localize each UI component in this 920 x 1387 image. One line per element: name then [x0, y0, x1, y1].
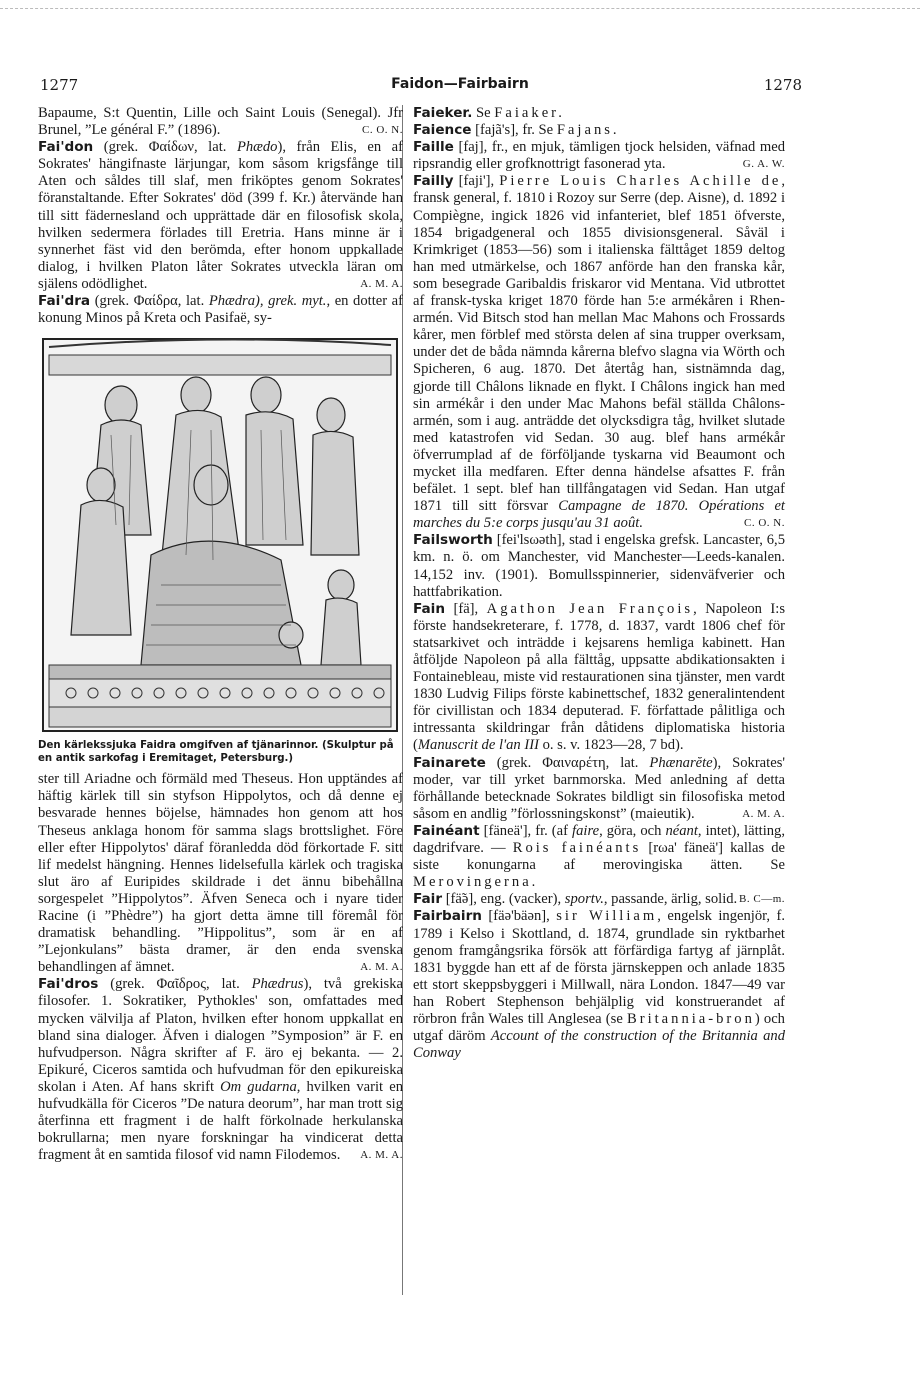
running-title: Faidon—Fairbairn	[391, 76, 529, 92]
sarcophagus-figure	[38, 335, 403, 765]
figure-caption: Den kärlekssjuka Faidra omgifven af tjänarinnor. (Skulptur på en antik sarkofag i Eremitaget, Petersburg.)	[38, 740, 394, 765]
signature: C. O. N.	[362, 124, 403, 137]
signature: A. M. A.	[742, 807, 785, 820]
headword: Fairbairn	[413, 908, 482, 925]
entry-failly: Failly [faji'], Pierre Louis Charles Achille de, fransk general, f. 1810 i Rozoy sur Serre (dep. Aisne), d. 1892 i Compiègne, ingick 1826 vid infanteriet, blef 1851 öfverste, 1854 brigadgeneral och 1855 divisionsgeneral. Såväl i Krimkriget (1853—56) som i italienska fälttåget 1859 deltog han med utmärkelse, och 1867 anförde han den franska kår, som besegrade Garibaldis friskaror vid Mentana. Vid utbrottet af fransk-tyska kriget 1870 förde han 5:e armékåren i Rhen-armén. Vid Bitsch stod han mellan Mac Mahons och Frossards kårer, men förblef med största delen af sina trupper overksam, under det de båda nämnda kårerna blefvo slagna via Wörth och Spicheren, 6 aug. 1870. Det återtåg han, sistnämnda dag, gjorde till Châlons liknade en flykt. I Châlons ingick han med sin armékår i den under Mac Mahons befäl ställda Châlons-armén, som i aug. anträdde det olycksdigra tåg, hvilket slutade med katastrofen vid Sedan. 30 aug. blef hans armékår öfverrumplad af de förföljande tyskarna vid Beaumont och mycket illa medfaren. Efter denna händelse afsattes F. från befälet. 1 sept. blef han tillfångatagen vid Sedan. Han utgaf 1871 till sitt försvar Campagne de 1870. Opérations et marches du 5:e corps jusqu'au 31 août. C. O. N.	[413, 173, 786, 532]
entry-faidon: Fai'don (grek. Φαίδων, lat. Phædo), från Elis, en af Sokrates' hängifnaste lärjungar, kom såsom krigsfånge till Aten och såldes till slaf, men friköptes genom Sokrates' föranstaltande. Efter Sokrates' död (399 f. Kr.) återvände han till sitt fädernesland och upprättade där en filosofisk skola, hvilken sedermera förlades till Eretria. Hans minne är i synnerhet fäst vid den berömda, efter honom uppkallade dialog, i hvilken Platon låter Sokrates utveckla läran om själens odödlighet. A. M. A.	[38, 139, 403, 292]
entry-continuation: Bapaume, S:t Quentin, Lille och Saint Louis (Senegal). Jfr Brunel, ”Le général F.” (1896). C. O. N.	[38, 105, 403, 139]
entry-faidros: Fai'dros (grek. Φαῖδρος, lat. Phædrus), två grekiska filosofer. 1. Sokratiker, Pythokles' son, omfattades med mycken välvilja af Platon, hvilken efter honom uppkallat en bland sina dialoger. Äfven i dialogen ”Symposion” är F. en hufvudperson. Några skrifter af F. äro ej bekanta. — 2. Epikuré, Ciceros samtida och hufvudman för den epikureiska skolan i Aten. Af hans skrift Om gudarna, hvilken varit en hufvudkälla för Ciceros ”De natura deorum”, har man trott sig återfinna ett fragment i de halft förkolnade herkulanska bokrullarna; men nyare forskningar ha vindicerat detta fragment åt en samtida filosof vid namn Filodemos. A. M. A.	[38, 976, 403, 1164]
signature: G. A. W.	[742, 158, 785, 171]
headword: Faille	[413, 139, 454, 156]
page-header	[0, 0, 920, 100]
headword: Failly	[413, 173, 454, 190]
entry-fairbairn: Fairbairn [fäə'bäən], sir William, engelsk ingenjör, f. 1789 i Kelso i Skottland, d. 1874, grundlade sin ryktbarhet genom framgångsrika försök att förfärdiga fartyg af järnplåt. 1831 byggde han ett af de första järnskeppen och anlade 1835 ett stort skeppsbyggeri i Millwall, nära London. 1847—49 var han Robert Stephenson behjälplig vid konstruerandet af rörbron från Wales till Anglesea (se Britannia-bron) och utgaf däröm Account of the construction of the Britannia and Conway	[413, 908, 785, 1062]
term: Rois fainéants	[512, 840, 642, 857]
entry-faille: Faille [faj], fr., en mjuk, tämligen tjock helsiden, väfnad med ripsrandig eller grofknottrigt fasonerad yta. G. A. W.	[413, 139, 785, 173]
headword: Fair	[413, 891, 443, 908]
headword: Failsworth	[413, 532, 493, 549]
signature: A. M. A.	[360, 1149, 403, 1162]
cross-reference: Faiaker.	[494, 105, 565, 121]
signature: B. C—m.	[739, 893, 785, 906]
person-name: sir William	[556, 908, 658, 925]
page-number-right: 1278	[763, 76, 802, 94]
person-name: Pierre Louis Charles Achille de	[499, 173, 782, 190]
entry-faineant: Fainéant [fäneä'], fr. (af faire, göra, och néant, intet), lätting, dagdrifvare. — Rois fainéants [rωa' fäneä'] kallas de siste konungarna af merovingiska ätten. Se Merovingerna.	[413, 822, 786, 891]
headword: Fai'don	[38, 139, 94, 156]
headword: Fainéant	[413, 822, 480, 839]
entry-faience: Faience [fajã's], fr. Se Fajans.	[413, 122, 620, 139]
headword: Fai'dros	[38, 976, 99, 993]
entry-fain: Fain [fä], Agathon Jean François, Napoleon I:s förste handsekreterare, f. 1778, d. 1837, vardt 1806 chef för statsarkivet och inträdde i kejsarens hemliga kabinett. Han åtföljde Napoleon på alla fälttåg, uppsatte abdikationsakten i Fontainebleau, miste vid restaurationen sina tjänster, men vardt 1830 Ludvig Filips förste kabinettschef, 1832 generalintendent för civillistan och 1834 deputerad. F. författade pålitliga och intressanta skildringar från dåtidens diplomatiska historia (Manuscrit de l'an III o. s. v. 1823—28, 7 bd).	[413, 600, 786, 754]
entry-fair: Fair [fä̃ə], eng. (vacker), sportv., passande, ärlig, solid. B. C—m.	[413, 891, 785, 908]
left-column	[38, 105, 403, 1164]
signature: C. O. N.	[744, 517, 785, 530]
right-column	[413, 105, 785, 1062]
entry-faidra: Fai'dra (grek. Φαίδρα, lat. Phædra), grek. myt., en dotter af konung Minos på Kreta och Pasifaë, sy-	[38, 293, 404, 327]
entry-failsworth: Failsworth [fei'lsωəth], stad i engelska grefsk. Lancaster, 6,5 km. n. ö. om Manchester, vid Manchester—Leeds-kanalen. 14,152 inv. (1901). Bomullsspinnerier, sidenväfverier och hattfabrikation.	[413, 532, 785, 600]
signature: A. M. A.	[360, 961, 403, 974]
entry-fainarete: Fainarete (grek. Φαιναρέτη, lat. Phænarĕte), Sokrates' moder, var till yrket barnmorska. Med anledning af detta förhållande betecknade Sokrates bildligt sin filosofiska metod såsom en andlig ”förlossningskonst” (maieutik). A. M. A.	[413, 754, 785, 822]
headword: Fainarete	[413, 754, 486, 771]
headword: Faieker.	[413, 105, 473, 121]
page-number-left: 1277	[40, 76, 79, 94]
headword: Fain	[413, 600, 445, 617]
headword: Fai'dra	[38, 293, 91, 310]
cross-reference: Britannia-bron	[626, 1010, 755, 1027]
sarcophagus-relief-illustration	[41, 335, 399, 735]
cross-reference: Fajans.	[556, 122, 620, 139]
entry-faieker: Faieker. Se Faiaker.	[413, 105, 565, 121]
cross-reference: Merovingerna.	[413, 874, 539, 891]
person-name: Agathon Jean François	[486, 600, 694, 617]
headword: Faience	[413, 122, 472, 139]
signature: A. M. A.	[360, 277, 403, 290]
entry-faidra-continued: ster till Ariadne och förmäld med Theseus. Hon upptändes af häftig kärlek till sin styfson Hippolytos, och då denne ej besvarade hennes böjelse, hämnades hon genom att hos Theseus anklaga honom för samma slags brottslighet. Före eller efter Hippolytos' däraf föranledda död förkortade F. sitt lif medelst hängning. Hennes lidelsefulla kärlek och tragiska slut äro af Euripides skildrade i det ännu bibehållna sorgespelet ”Hippolytos”. Äfven Seneca och i nyare tider Racine (i ”Phèdre”) ha gjort detta ämne till föremål för dramatisk behandling. ”Hippolitus”, som är en af ”Lejonkulans” bästa dramer, är den enda svenska behandlingen af ämnet. A. M. A.	[38, 771, 403, 976]
